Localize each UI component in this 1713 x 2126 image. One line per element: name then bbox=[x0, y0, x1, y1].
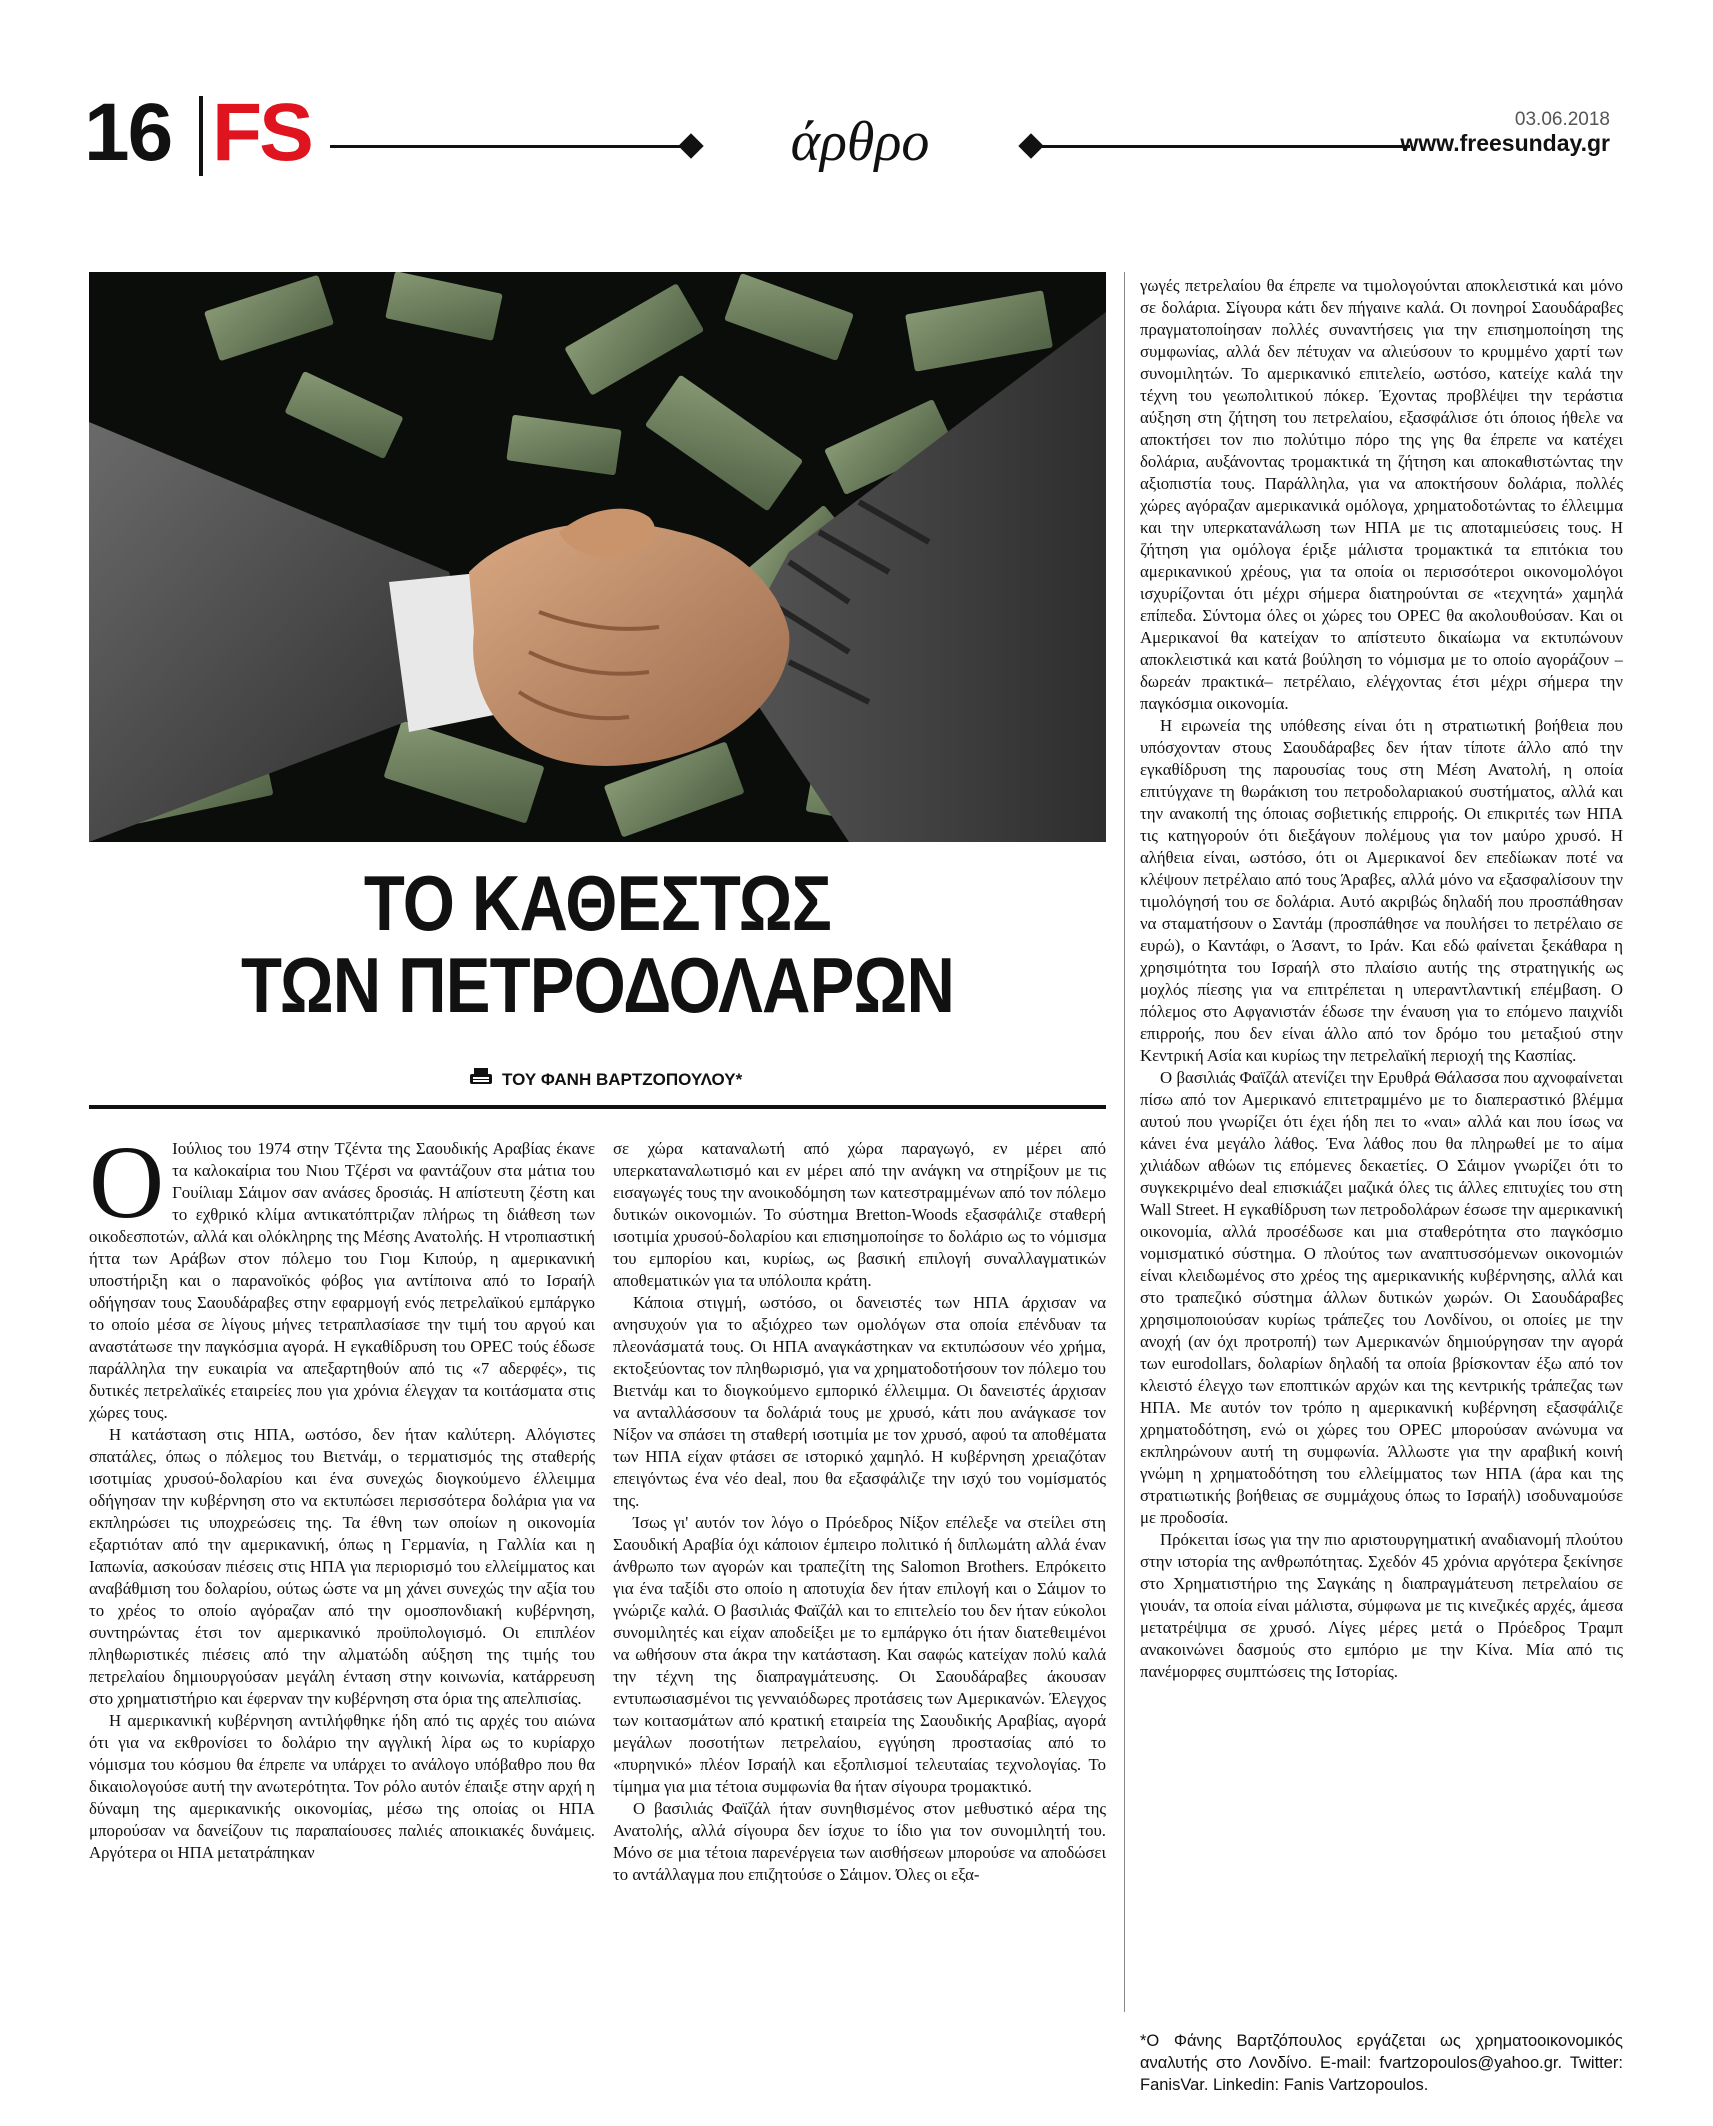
author-name: ΤΟΥ ΦΑΝΗ ΒΑΡΤΖΟΠΟΥΛΟΥ* bbox=[502, 1069, 743, 1089]
author-footnote: *Ο Φάνης Βαρτζόπουλος εργάζεται ως χρηματοοικονομικός αναλυτής στο Λονδίνο. E-mail: fvartzopoulos@yahoo.gr. Twitter: FanisVar. Linkedin: Fanis Vartzopoulos. bbox=[1140, 2032, 1623, 2094]
article-column-1 bbox=[89, 1138, 595, 2018]
paragraph: Πρόκειται ίσως για την πιο αριστουργηματική αναδιανομή πλούτου στην ιστορία της ανθρωπότητας. Σχεδόν 45 χρόνια αργότερα ξεκίνησε στο Χρηματιστήριο της Σαγκάης η διαπραγμάτευση πετρελαίου σε γιουάν, τα οποία είναι μάλιστα, σύμφωνα με τις κινεζικές αρχές, άμεσα μετατρέψιμα σε χρυσό. Λίγες μέρες μετά ο Πρόεδρος Τραμπ ανακοινώνει δασμούς στο εμπόριο με την Κίνα. Μία από τις πανέμορφες συμπτώσεις της Ιστορίας. bbox=[1140, 1530, 1623, 1681]
article-column-2 bbox=[613, 1138, 1106, 2018]
paragraph: σε χώρα καταναλωτή από χώρα παραγωγό, εν μέρει από υπερκαταναλωτισμό και εν μέρει από την ανάγκη να στηρίξουν με τις εισαγωγές τους την ανοικοδόμηση των κατεστραμμένων από τον πόλεμο δυτικών οικονομιών. Το σύστημα Bretton-Woods εξασφάλιζε σταθερή ισοτιμία χρυσού-δολαρίου και επισημοποίησε το δολάριο ως το νόμισμα του εμπορίου και, κυρίως, ως βασική επιλογή συναλλαγματικών αποθεματικών για τα υπόλοιπα κράτη. bbox=[613, 1139, 1106, 1290]
paragraph: Η αμερικανική κυβέρνηση αντιλήφθηκε ήδη από τις αρχές του αιώνα ότι για να εκθρονίσει το δολάριο την αγγλική λίρα ως το κυρίαρχο νόμισμα του κόσμου θα έπρεπε να υπάρχει το ανάλογο υπόβαθρο που θα δικαιολογούσε αυτή την ανωτερότητα. Τον ρόλο αυτόν έπαιξε στην αρχή η δύναμη της αμερικανικής οικονομίας, μέσω της οποίας οι ΗΠΑ μπορούσαν να δανείζουν τις παραπαίουσες παλιές αποικιακές δυνάμεις. Αργότερα οι ΗΠΑ μετατράπηκαν bbox=[89, 1711, 595, 1862]
article-title bbox=[160, 859, 1035, 1029]
paragraph: Ο βασιλιάς Φαϊζάλ ατενίζει την Ερυθρά Θάλασσα που αχνοφαίνεται πίσω από τον Αμερικανό επιτετραμμένο με το διαπεραστικό βλέμμα αυτού που γνωρίζει ότι έχει ήδη πει το «ναι» αλλά και που ίσως να κάνει ένα μεγάλο λάθος. Ένα λάθος που θα πληρωθεί με το αίμα χιλιάδων αθώων τις επόμενες δεκαετίες. Ο Σάιμον γνωρίζει ότι το συγκεκριμένο deal επισκιάζει μαζικά όλες τις άλλες επιτυχίες του στη Wall Street. Η εγκαθίδρυση των πετροδολάρων έσωσε την αμερικανική οικονομία, αλλά προσέδωσε και μια σταθερότητα στο παγκόσμιο νομισματικό σύστημα. Ο πλούτος των αναπτυσσόμενων οικονομιών είναι κλειδωμένος στο χρέος της αμερικανικής κυβέρνησης, αλλά και στο τραπεζικό σύστημα άλλων δυτικών χωρών. Οι Σαουδάραβες χρησιμοποιούσαν κυρίως τράπεζες του Λονδίνου, οι οποίες με την ανοχή (αν όχι προτροπή) των Αμερικανών δημιούργησαν την αγορά των eurodollars, δολαρίων δηλαδή τα οποία βρίσκονταν έξω από τον κλειστό έλεγχο των εποπτικών αρχών και της κεντρικής τράπεζας των ΗΠΑ. Με αυτόν τον τρόπο η αμερικανική κυβέρνηση εξασφάλιζε χρηματοδότηση, ενώ οι χώρες του OPEC μπορούσαν ανώνυμα να εκπληρώνουν αυτή τη συμφωνία. Άλλωστε για την αραβική κοινή γνώμη η χρηματοδότηση του ελλείμματος των ΗΠΑ (άρα και της στρατιωτικής βοήθειας σε συμμάχους όπως το Ισραήλ) ισοδυναμούσε με προδοσία. bbox=[1140, 1068, 1623, 1527]
issue-date: 03.06.2018 bbox=[1514, 109, 1610, 130]
title-rule bbox=[89, 1105, 1106, 1109]
paragraph: Η ειρωνεία της υπόθεσης είναι ότι η στρατιωτική βοήθεια που υπόσχονταν στους Σαουδάραβες δεν ήταν τίποτε άλλο από την εγκαθίδρυση της παρουσίας τους στη Μέση Ανατολή, η οποία επιτύγχανε τη θωράκιση του πετροδολαριακού συστήματος, αλλά και την ανακοπή της όποιας σοβιετικής επιρροής. Οι επικριτές των ΗΠΑ τις κατηγορούν ότι διεξάγουν πολέμους για τον μαύρο χρυσό. Η αλήθεια είναι, ωστόσο, ότι οι Αμερικανοί δεν επεδίωκαν ποτέ να κλέψουν πετρέλαιο από τους Άραβες, αλλά μόνο να εξασφαλίσουν την τιμολόγησή του σε δολάρια. Αυτό ακριβώς δηλαδή που προσπάθησαν να σταματήσουν ο Σαντάμ (προσπάθησε να πουλήσει το πετρέλαιο σε ευρώ), ο Καντάφι, ο Άσαντ, το Ιράν. Και εδώ φαίνεται ξεκάθαρα η χρησιμότητα του Ισραήλ στο πλαίσιο αυτής της στρατηγικής ως μοχλός πίεσης για να επιτρέπεται η υπεραντλαντική επέμβαση. Ο πόλεμος στο Αφγανιστάν έδωσε την έναυση για το επόμενο παιχνίδι επιρροής, που δεν είναι άλλο από τον δρόμο του μεταξιού στην Κεντρική Ασία και κυρίως την πετρελαϊκή περιοχή της Κασπίας. bbox=[1140, 716, 1623, 1065]
drop-cap: Ο bbox=[89, 1138, 165, 1240]
brand-logo: FS bbox=[212, 87, 311, 178]
paragraph: γωγές πετρελαίου θα έπρεπε να τιμολογούνται αποκλειστικά και μόνο σε δολάρια. Σίγουρα κάτι δεν πήγαινε καλά. Οι πονηροί Σαουδάραβες πραγματοποίησαν πολλές συναντήσεις για την επισημοποίηση της συμφωνίας, αλλά δεν πέτυχαν να αλιεύσουν το κρυμμένο χαρτί των συνομιλητών. Το αμερικανικό επιτελείο, ωστόσο, κατείχε καλά την τέχνη του γεωπολιτικού πόκερ. Έχοντας προβλέψει την τεράστια αύξηση στη ζήτηση του πετρελαίου, εξασφάλισε ότι όποιος ήθελε να αποκτήσει τον πιο πολύτιμο πόρο της γης θα έπρεπε να κατέχει δολάρια, αυξάνοντας τρομακτικά τη ζήτηση και αποκαθιστώντας την αξιοπιστία τους. Παράλληλα, για να αποκτήσουν δολάρια, πολλές χώρες αγόραζαν αμερικανικά ομόλογα, χρηματοδοτώντας το έλλειμμα και την υπερκατανάλωση των ΗΠΑ με τις αποταμιεύσεις τους. Η ζήτηση για ομόλογα έριξε μάλιστα τρομακτικά τα επιτόκια του αμερικανικού χρέους, για τα οποία οι περισσότεροι οικονομολόγοι ισχυρίζονται ότι μέχρι σήμερα διατηρούνται σε «τεχνητά» χαμηλά επίπεδα. Σύντομα όλες οι χώρες του OPEC θα ακολουθούσαν. Και οι Αμερικανοί θα κατείχαν το απίστευτο δικαίωμα να εκτυπώνουν αποκλειστικά και κατά βούληση το νόμισμα με το οποίο αγοράζουν –δωρεάν πρακτικά– πετρέλαιο, ελέγχοντας έτσι μέχρι σήμερα την παγκόσμια οικονομία. bbox=[1140, 276, 1623, 713]
header-rule-left bbox=[330, 145, 690, 148]
diamond-ornament-left bbox=[678, 133, 703, 158]
article-column-3 bbox=[1140, 275, 1623, 2010]
paragraph: Ο Ιούλιος του 1974 στην Τζέντα της Σαουδικής Αραβίας έκανε τα καλοκαίρια του Νιου Τζέρσι να φαντάζουν στα μάτια του Γουίλιαμ Σάιμον σαν ανάσες δροσιάς. Η απίστευτη ζέστη και το εχθρικό κλίμα αντικατόπτριζαν πλήρως τη διάθεση των οικοδεσποτών, αλλά και ολόκληρης της Μέσης Ανατολής. Η ντροπιαστική ήττα των Αράβων στον πόλεμο του Γιομ Κιπούρ, η αμερικανική υποστήριξη και ο παρανοϊκός φόβος για αντίποινα από το Ισραήλ οδήγησαν τους Σαουδάραβες στην εφαρμογή ενός πετρελαϊκού εμπάργκο το οποίο μέσα σε λίγους μήνες τετραπλασίασε την τιμή του αργού και αναστάτωσε την παγκόσμια αγορά. Η εγκαθίδρυση του OPEC τούς έδωσε παράλληλα την ευκαιρία να απεξαρτηθούν από τις «7 αδερφές», τις δυτικές πετρελαϊκές εταιρείες που για χρόνια έλεγχαν τα κοιτάσματα στις χώρες τους. bbox=[89, 1138, 595, 1422]
column-separator bbox=[1124, 272, 1125, 2012]
section-label: άρθρο bbox=[790, 111, 930, 173]
handshake-over-dollars-photo bbox=[89, 272, 1106, 842]
paragraph: Κάποια στιγμή, ωστόσο, οι δανειστές των ΗΠΑ άρχισαν να ανησυχούν για το αξιόχρεο των ομολόγων στα οποία επένδυαν τα πλεονάσματά τους. Οι ΗΠΑ αναγκάστηκαν να εκτυπώσουν νέο χρήμα, εκτοξεύοντας τον πληθωρισμό, για να χρηματοδοτήσουν τον πόλεμο του Βιετνάμ και το διογκούμενο εμπορικό έλλειμμα. Οι δανειστές άρχισαν να ανταλλάσσουν τα δολάριά τους με χρυσό, κάτι που ανάγκασε τον Νίξον να σπάσει τη σταθερή ισοτιμία με τον χρυσό, αφού τα αποθέματα των ΗΠΑ είχαν φτάσει σε ιστορικό χαμηλό. Η κυβέρνηση χρειαζόταν επειγόντως ένα νέο deal, που θα εξασφάλιζε την ισχύ του νομίσματός της. bbox=[613, 1293, 1106, 1510]
paragraph: Ίσως γι' αυτόν τον λόγο ο Πρόεδρος Νίξον επέλεξε να στείλει στη Σαουδική Αραβία όχι κάποιον έμπειρο πολιτικό ή διπλωμάτη αλλά έναν άνθρωπο των αγορών και τραπεζίτη της Salomon Brothers. Επρόκειτο για ένα ταξίδι στο οποίο η αποτυχία δεν ήταν επιλογή και ο Σάιμον το γνώριζε καλά. Ο βασιλιάς Φαϊζάλ και το επιτελείο του δεν ήταν εύκολοι συνομιλητές και είχαν αποδείξει με το εμπάργκο ότι ήταν διατεθειμένοι να ωθήσουν στα άκρα την κατάσταση. Και σαφώς κατείχαν πολύ καλά την τέχνη της διαπραγμάτευσης. Οι Σαουδάραβες άκουσαν εντυπωσιασμένοι τις γενναιόδωρες προτάσεις των Αμερικανών. Έλεγχος των κοιτασμάτων από κρατική εταιρεία της Σαουδικής Αραβίας, αγορά μεγάλων ποσοτήτων πετρελαίου, εγγύηση προστασίας από το «πυρηνικό» πλέον Ισραήλ και εξοπλισμοί τελευταίας τεχνολογίας. Το τίμημα για μια τέτοια συμφωνία θα ήταν σίγουρα τρομακτικό. bbox=[613, 1513, 1106, 1796]
title-line-1: ΤΟ ΚΑΘΕΣΤΩΣ bbox=[363, 859, 832, 947]
typewriter-icon bbox=[470, 1068, 492, 1091]
site-url: www.freesunday.gr bbox=[1400, 130, 1610, 156]
byline bbox=[470, 1068, 742, 1091]
header-divider bbox=[199, 96, 203, 176]
paragraph: Ο βασιλιάς Φαϊζάλ ήταν συνηθισμένος στον μεθυστικό αέρα της Ανατολής, αλλά σίγουρα δεν ίσχυε το ίδιο για τον συνομιλητή του. Μόνο σε μια τέτοια παρενέργεια των αισθήσεων μπορούσε να αποδώσει το αντάλλαγμα που επιζητούσε ο Σάιμον. Όλες οι εξα- bbox=[613, 1799, 1106, 1884]
page-number: 16 bbox=[84, 87, 172, 178]
header-rule-right bbox=[1030, 145, 1410, 148]
title-line-2: ΤΩΝ ΠΕΤΡΟΔΟΛΑΡΩΝ bbox=[240, 941, 955, 1029]
paragraph: Η κατάσταση στις ΗΠΑ, ωστόσο, δεν ήταν καλύτερη. Αλόγιστες σπατάλες, όπως ο πόλεμος του Βιετνάμ, ο τερματισμός της σταθερής ισοτιμίας χρυσού-δολαρίου και ένα συνεχώς διογκούμενο έλλειμμα οδήγησαν την κυβέρνηση στο να εκτυπώσει περισσότερα δολάρια για να εκπληρώσει τις υποχρεώσεις της. Τα έθνη των οποίων η οικονομία εξαρτιόταν από την αμερικανική, όπως η Γερμανία, η Γαλλία και η Ιαπωνία, ασκούσαν πιέσεις στις ΗΠΑ για περιορισμό του ελλείμματος και αναβάθμιση του δολαρίου, ούτως ώστε να μη χάνει συνεχώς την αξία του το χρέος το οποίο αγόραζαν από την ομοσπονδιακή κυβέρνηση, συντηρώντας έτσι τον αμερικανικό προϋπολογισμό. Οι επιπλέον πληθωριστικές πιέσεις από την αλματώδη αύξηση της τιμής του πετρελαίου δημιουργούσαν μεγάλη ένταση στην κοινωνία, κατάρρευση στο χρηματιστήριο και έφερναν την κυβέρνηση στα όρια της απελπισίας. bbox=[89, 1425, 595, 1708]
photo-illustration bbox=[89, 272, 1106, 842]
